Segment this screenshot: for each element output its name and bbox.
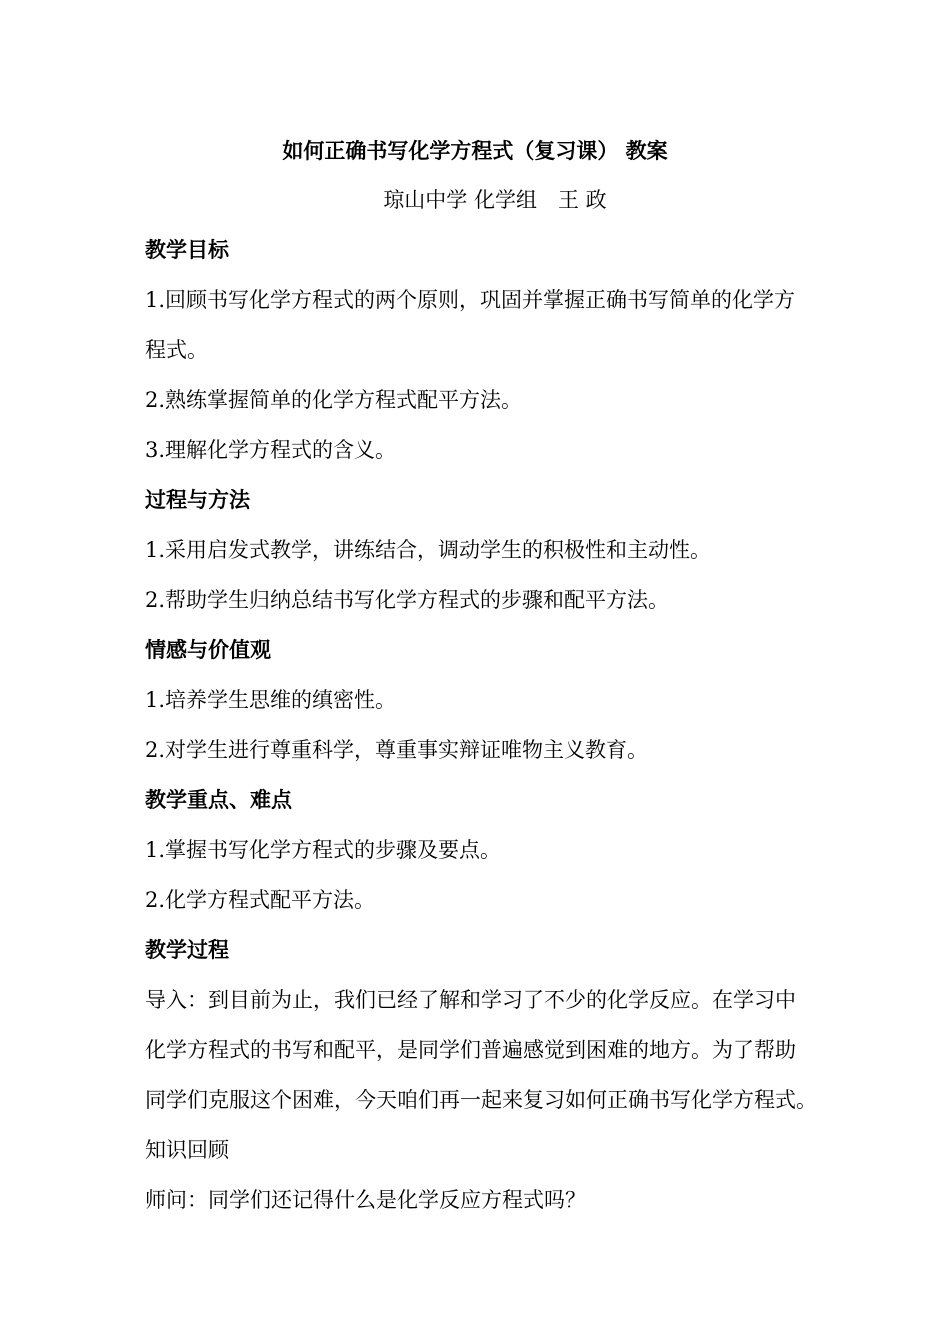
document-title: 如何正确书写化学方程式（复习课） 教案 [282, 138, 668, 163]
paragraph-line: 化学方程式的书写和配平，是同学们普遍感觉到困难的地方。为了帮助 [145, 1038, 796, 1062]
paragraph-line: 1.采用启发式教学，讲练结合，调动学生的积极性和主动性。 [145, 538, 712, 562]
paragraph-line: 2.对学生进行尊重科学，尊重事实辩证唯物主义教育。 [145, 738, 649, 762]
paragraph-line: 1.回顾书写化学方程式的两个原则，巩固并掌握正确书写简单的化学方 [145, 288, 796, 312]
paragraph-line: 2.熟练掌握简单的化学方程式配平方法。 [145, 388, 523, 412]
document-author: 琼山中学 化学组 王 政 [383, 188, 607, 212]
paragraph-line: 2.化学方程式配平方法。 [145, 888, 376, 912]
paragraph-line: 程式。 [145, 338, 208, 362]
paragraph-line: 知识回顾 [145, 1138, 229, 1162]
section-heading-teaching-process: 教学过程 [145, 938, 229, 962]
section-heading-process-methods: 过程与方法 [145, 488, 250, 512]
paragraph-line: 同学们克服这个困难，今天咱们再一起来复习如何正确书写化学方程式。 [145, 1088, 817, 1112]
paragraph-line: 导入：到目前为止，我们已经了解和学习了不少的化学反应。在学习中 [145, 988, 796, 1012]
paragraph-line: 3.理解化学方程式的含义。 [145, 438, 397, 462]
section-heading-values: 情感与价值观 [145, 638, 271, 662]
section-heading-key-points: 教学重点、难点 [145, 788, 292, 812]
paragraph-line: 1.掌握书写化学方程式的步骤及要点。 [145, 838, 502, 862]
paragraph-line: 1.培养学生思维的缜密性。 [145, 688, 397, 712]
paragraph-line: 师问：同学们还记得什么是化学反应方程式吗？ [145, 1188, 586, 1212]
paragraph-line: 2.帮助学生归纳总结书写化学方程式的步骤和配平方法。 [145, 588, 670, 612]
section-heading-teaching-goals: 教学目标 [145, 238, 229, 262]
